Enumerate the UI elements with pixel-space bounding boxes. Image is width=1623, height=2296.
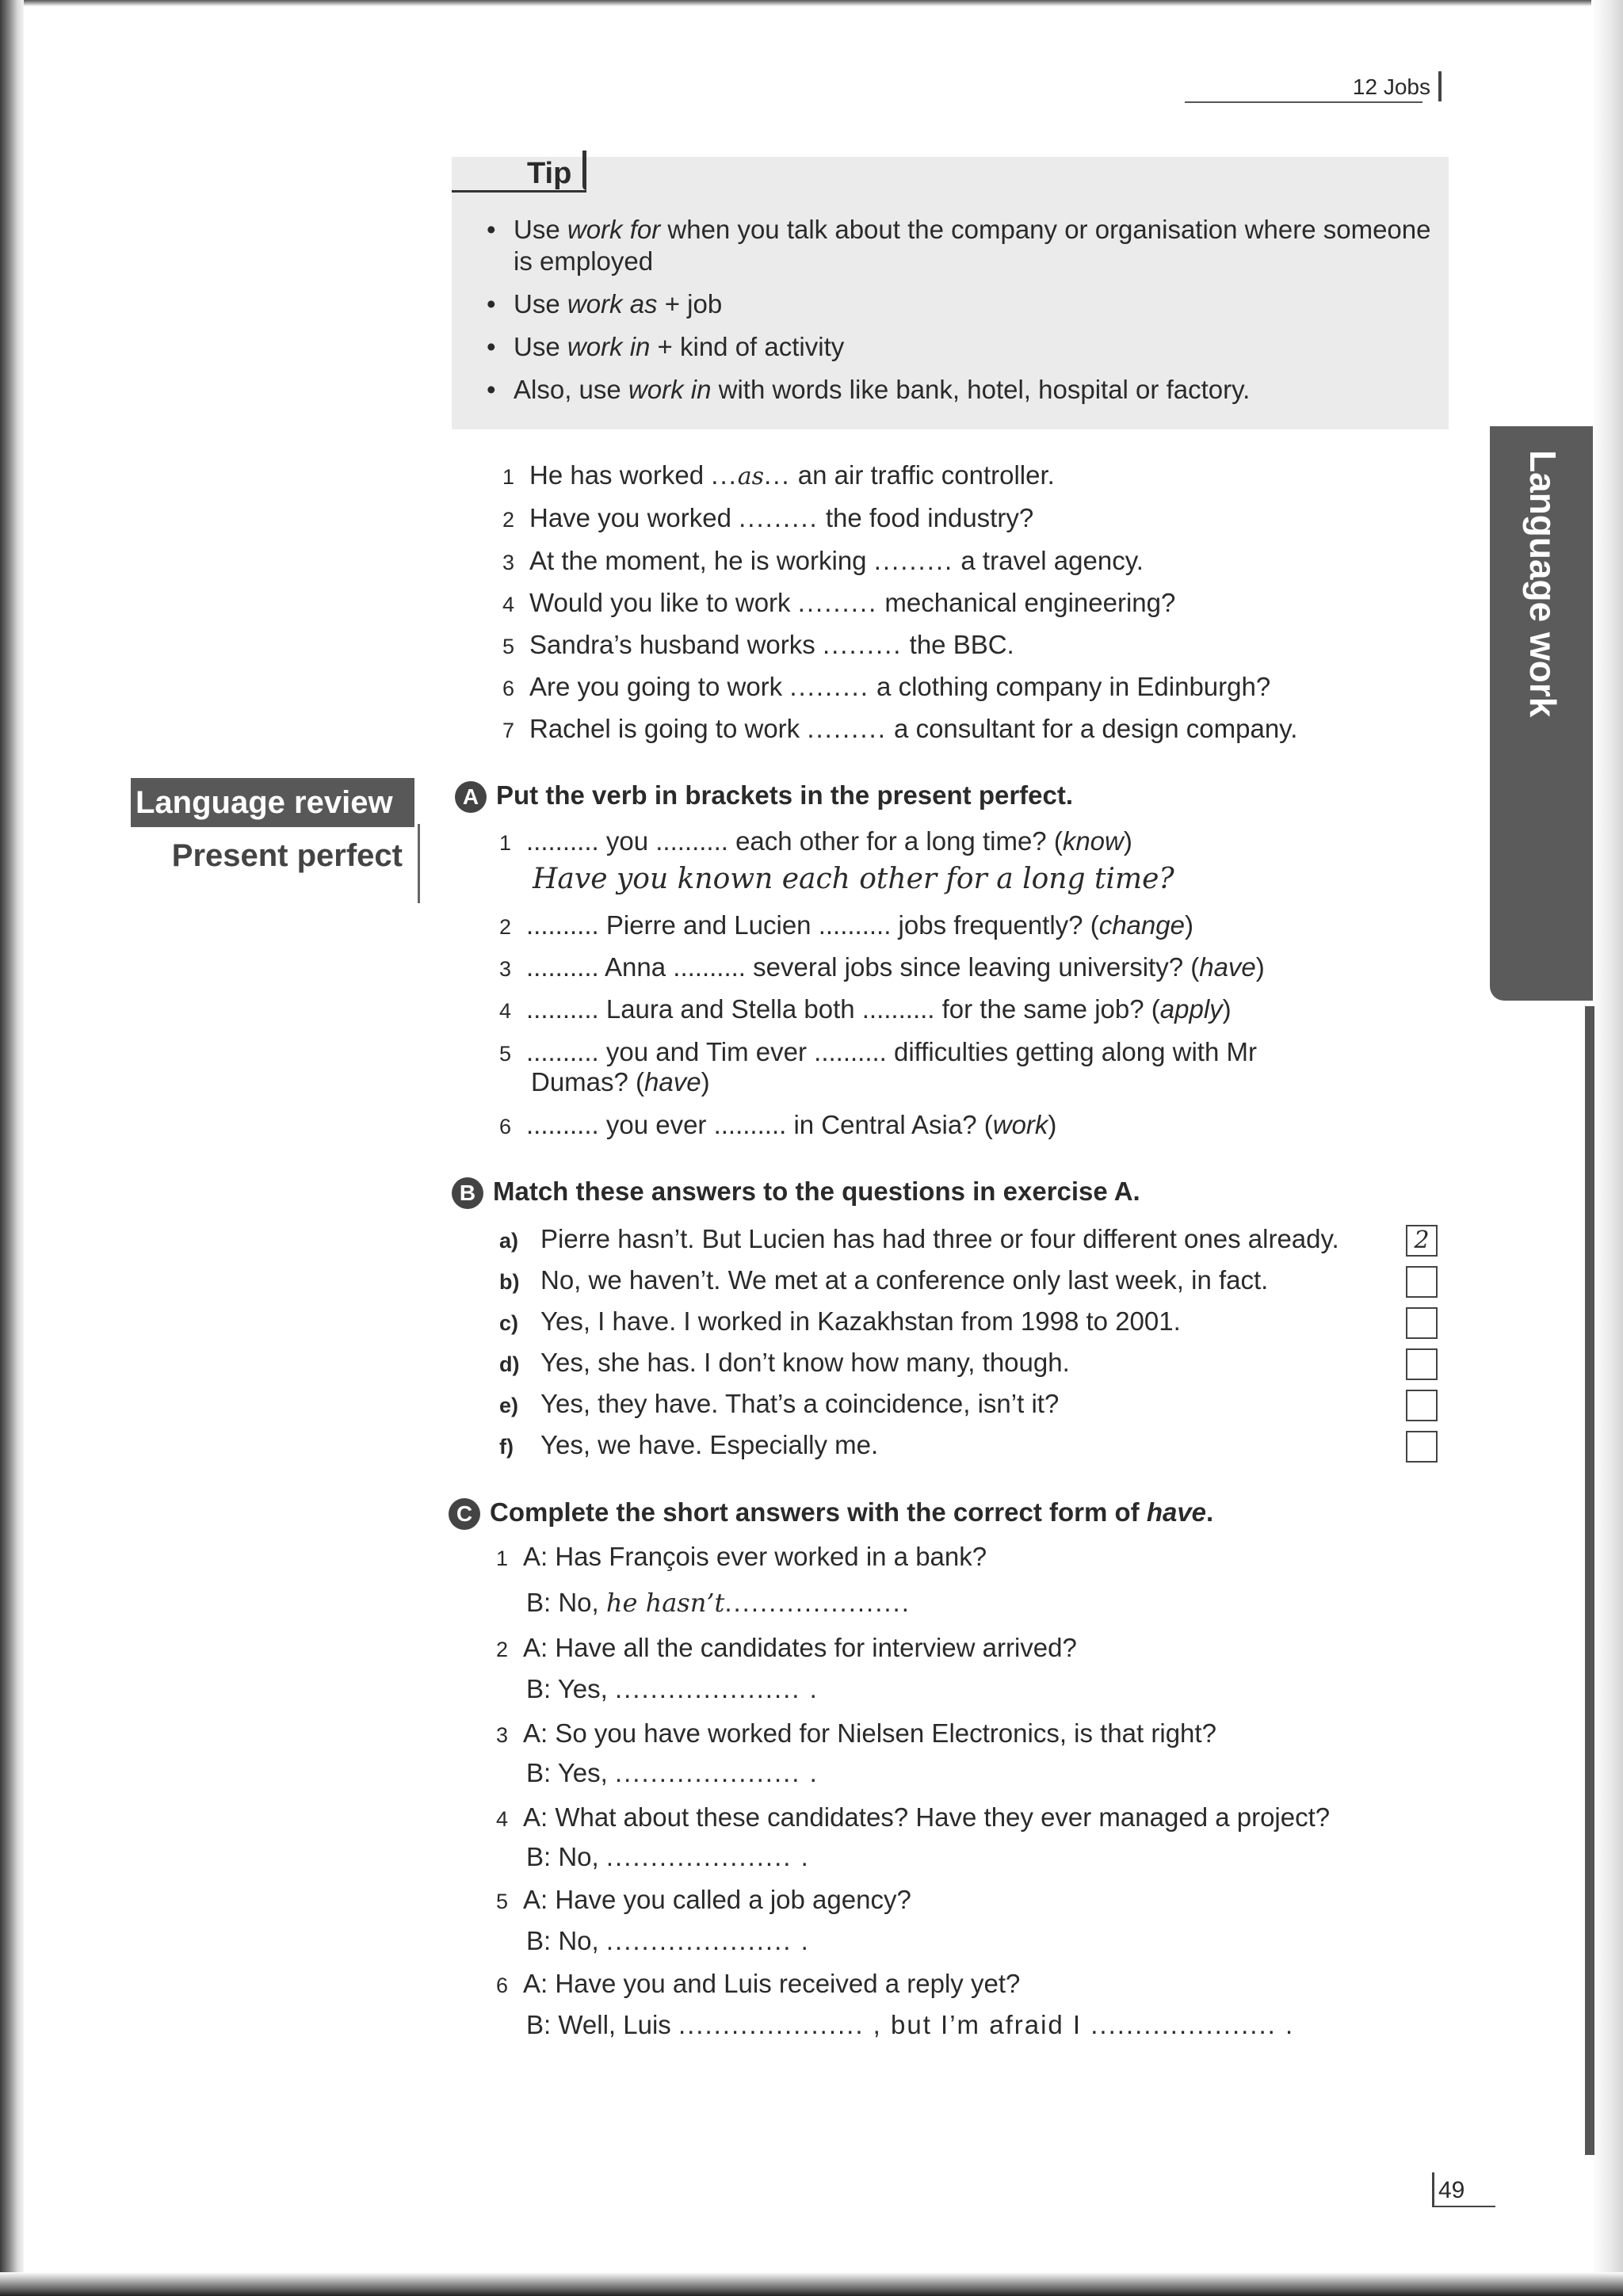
exercise-b-item: d) Yes, she has. I don’t know how many, though.	[499, 1348, 1070, 1377]
exercise-item: 5 Sandra’s husband works ......... the BBC.	[502, 630, 1014, 659]
handwritten-answer: Have you known each other for a long time?	[533, 863, 1174, 895]
tip-item: • Use work in + kind of activity	[483, 331, 1434, 363]
handwritten-answer: he hasn’t	[605, 1588, 725, 1618]
chapter-label: 12 Jobs	[1352, 74, 1430, 99]
answer-box[interactable]	[1406, 1266, 1438, 1298]
exercise-b-item: b) No, we haven’t. We met at a conference only last week, in fact.	[499, 1265, 1269, 1295]
tip-heading	[452, 151, 594, 198]
exercise-c-question: 6 A: Have you and Luis received a reply yet?	[496, 1969, 1021, 1998]
exercise-c-answer: B: Well, Luis ..................... , but I’m afraid I ..................... .	[526, 2010, 1295, 2039]
scan-edge-left	[0, 0, 24, 2296]
exercise-item: 7 Rachel is going to work ......... a consultant for a design company.	[502, 714, 1298, 743]
answer-box[interactable]	[1406, 1390, 1438, 1421]
scan-edge-top	[0, 0, 1623, 6]
chapter-header	[1185, 71, 1446, 103]
tip-item: • Also, use work in with words like bank, hotel, hospital or factory.	[483, 374, 1434, 406]
exercise-a-item: 2 .......... Pierre and Lucien .......... jobs frequently? (change)	[499, 910, 1193, 940]
exercise-b-item: f) Yes, we have. Especially me.	[499, 1430, 879, 1459]
exercise-c-badge: C	[449, 1498, 480, 1530]
tip-item: • Use work for when you talk about the company or organisation where someone is employed	[483, 214, 1434, 277]
exercise-c-question: 5 A: Have you called a job agency?	[496, 1885, 911, 1914]
exercise-c-answer: B: Yes, ..................... .	[526, 1674, 819, 1703]
language-review-title: Language review	[131, 778, 414, 827]
tip-list	[483, 214, 1434, 417]
exercise-c-answer: B: No, he hasn’t.....................	[526, 1588, 911, 1618]
exercise-a-item-cont: Dumas? (have)	[531, 1067, 710, 1097]
answer-box[interactable]: 2	[1406, 1225, 1438, 1257]
tip-heading-bar	[582, 151, 586, 190]
exercise-c-question: 4 A: What about these candidates? Have they ever managed a project?	[496, 1802, 1331, 1832]
exercise-c-answer: B: No, ..................... .	[526, 1926, 810, 1955]
page-number: 49	[1438, 2177, 1465, 2204]
tip-heading-line	[452, 190, 586, 193]
answer-box[interactable]	[1406, 1348, 1438, 1380]
scan-edge-right	[1591, 0, 1623, 2296]
exercise-item: 3 At the moment, he is working ......... a travel agency.	[502, 546, 1144, 575]
exercise-item: 2 Have you worked ......... the food industry?	[502, 503, 1034, 532]
header-rule	[1185, 101, 1423, 103]
exercise-c-heading: C Complete the short answers with the correct form of have.	[449, 1497, 1213, 1530]
exercise-c-question: 3 A: So you have worked for Nielsen Electronics, is that right?	[496, 1718, 1216, 1748]
tip-heading-text: Tip	[527, 157, 572, 190]
exercise-a-heading: A Put the verb in brackets in the present perfect.	[455, 780, 1073, 813]
exercise-b-item: c) Yes, I have. I worked in Kazakhstan from 1998 to 2001.	[499, 1306, 1181, 1336]
exercise-c-question: 1 A: Has François ever worked in a bank?	[496, 1542, 987, 1571]
exercise-a-item: 4 .......... Laura and Stella both .......... for the same job? (apply)	[499, 994, 1232, 1024]
exercise-a-item: 3 .......... Anna .......... several jobs since leaving university? (have)	[499, 952, 1265, 982]
exercise-a-item: 5 .......... you and Tim ever .......... difficulties getting along with Mr	[499, 1037, 1257, 1066]
exercise-b-item: e) Yes, they have. That’s a coincidence, isn’t it?	[499, 1389, 1060, 1418]
exercise-b-heading: B Match these answers to the questions in exercise A.	[452, 1177, 1140, 1209]
exercise-a-badge: A	[455, 781, 487, 813]
scan-edge-bottom	[0, 2272, 1623, 2296]
page-number-bar	[1432, 2172, 1434, 2206]
exercise-b-badge: B	[452, 1177, 483, 1209]
exercise-c-question: 2 A: Have all the candidates for interview arrived?	[496, 1633, 1077, 1662]
side-tab	[1490, 426, 1593, 1001]
exercise-item: 4 Would you like to work ......... mechanical engineering?	[502, 588, 1176, 617]
exercise-a-item: 1 .......... you .......... each other for a long time? (know)	[499, 826, 1132, 856]
exercise-item: 1 He has worked ...as... an air traffic controller.	[502, 460, 1055, 490]
tip-item: • Use work as + job	[483, 288, 1434, 320]
language-review-subtitle: Present perfect	[171, 838, 403, 873]
handwritten-answer: as	[737, 463, 765, 490]
page-number-line	[1432, 2206, 1495, 2207]
answer-box[interactable]	[1406, 1307, 1438, 1339]
header-tick	[1438, 71, 1442, 101]
exercise-c-answer: B: Yes, ..................... .	[526, 1758, 819, 1787]
exercise-b-item: a) Pierre hasn’t. But Lucien has had three or four different ones already.	[499, 1224, 1339, 1253]
answer-box[interactable]	[1406, 1431, 1438, 1463]
side-tab-label: Language work	[1522, 450, 1564, 718]
exercise-item: 6 Are you going to work ......... a clothing company in Edinburgh?	[502, 672, 1271, 701]
language-review-label	[131, 778, 420, 905]
side-strip	[1585, 1006, 1594, 2155]
exercise-c-answer: B: No, ..................... .	[526, 1842, 810, 1871]
exercise-a-item: 6 .......... you ever .......... in Central Asia? (work)	[499, 1110, 1057, 1139]
language-review-bar	[418, 824, 420, 903]
